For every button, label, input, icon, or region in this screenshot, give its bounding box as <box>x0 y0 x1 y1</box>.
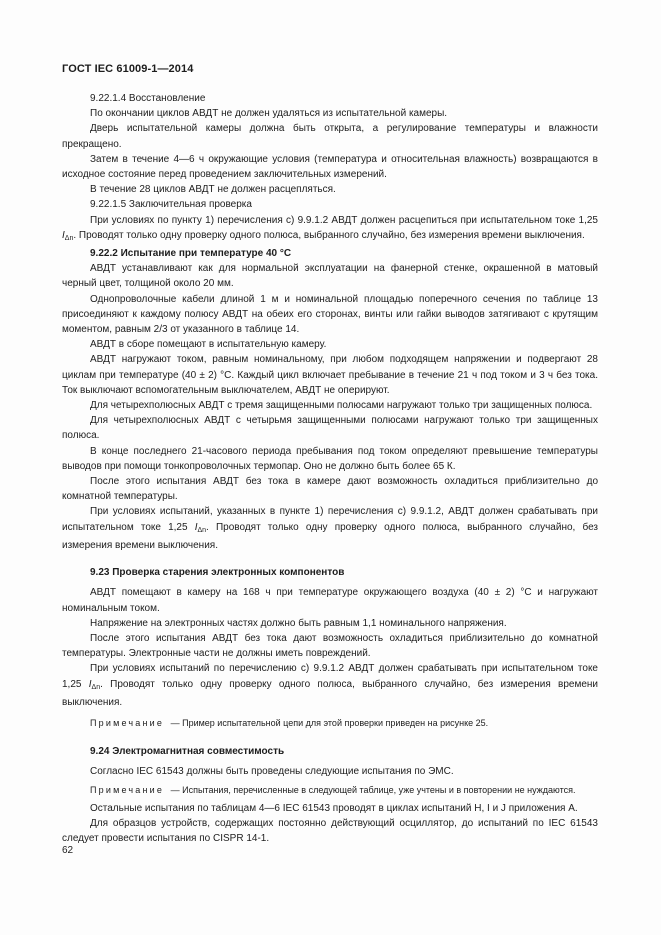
current-symbol: I <box>88 678 92 690</box>
paragraph: Для образцов устройств, содержащих постоянно действующий осциллятор, до испытаний по IEC 61543 следует провести испытания по CISPR 14-1. <box>62 817 598 845</box>
paragraph-final-check: При условиях по пункту 1) перечисления с) 9.9.1.2 АВДТ должен расцепиться при испытательном токе 1,25 $I_{\Delta n}$. Проводят только одну проверку одного полюса, выбранного случайно, без измерения времени выключения. <box>62 214 598 242</box>
note-label: Примечание <box>90 784 165 795</box>
paragraph: Для четырехполюсных АВДТ с тремя защищенными полюсами нагружают только три защищенных полюса. <box>90 400 593 412</box>
paragraph-9-22-1-4-heading: 9.22.1.4 Восстановление <box>90 93 206 104</box>
page-number: 62 <box>62 845 74 856</box>
paragraph-9-22-1-5-heading: 9.22.1.5 Заключительная проверка <box>90 199 252 211</box>
paragraph: Однопроволочные кабели длиной 1 м и номинальной площадью поперечного сечения по таблице 13 присоединяют к каждому полюсу АВДТ на обеих его сторонах, винты или гайки выводов затягивают с крутящим моментом, равным 2/3 от указанного в таблице 14. <box>62 293 598 336</box>
page-body <box>62 91 598 846</box>
paragraph: После этого испытания АВДТ без тока в камере дают возможность охладиться приблизительно до комнатной температуры. <box>62 476 598 503</box>
section-heading-9-23: 9.23 Проверка старения электронных компонентов <box>90 567 345 579</box>
note-test-circuit: Примечание — Пример испытательной цепи для этой проверки приведен на рисунке 25. <box>90 717 489 728</box>
paragraph: По окончании циклов АВДТ не должен удаляться из испытательной камеры. <box>90 108 448 120</box>
paragraph: Для четырехполюсных АВДТ с четырьмя защищенными полюсами нагружают только три защищенных полюса. <box>62 415 598 442</box>
paragraph: Остальные испытания по таблицам 4—6 IEC 61543 проводят в циклах испытаний H, I и J приложения А. <box>90 802 578 814</box>
current-subscript: Δn <box>64 234 74 242</box>
paragraph-test-conditions: При условиях испытаний, указанных в пункте 1) перечисления с) 9.9.1.2, АВДТ должен срабатывать при испытательном токе 1,25 $I_{\Delta n}$. Проводят только одну проверку одного полюса, выбранного случайно, без измерения времени выключения. <box>62 506 598 551</box>
paragraph: Затем в течение 4—6 ч окружающие условия (температура и относительная влажность) возвращаются в исходное состояние перед проведением заключительных измерений. <box>62 153 598 181</box>
paragraph: Дверь испытательной камеры должна быть открыта, а регулирование температуры и влажности прекращено. <box>62 123 598 150</box>
paragraph: АВДТ нагружают током, равным номинальному, при любом подходящем напряжении и подвергают 28 циклам при температуре (40 ± 2) °С. Каждый цикл включает пребывание в течение 21 ч под током и 3 ч без тока. Ток выключают вспомогательным выключателем, АВДТ не оперируют. <box>62 354 598 396</box>
paragraph: В конце последнего 21-часового периода пребывания под током определяют превышение температуры выводов при помощи тонкопроволочных термопар. Оно не должно быть более 65 К. <box>62 445 598 472</box>
current-subscript: Δn <box>91 683 101 691</box>
paragraph: Согласно IEC 61543 должны быть проведены следующие испытания по ЭМС. <box>90 766 454 778</box>
current-subscript: Δn <box>197 526 207 534</box>
section-heading-9-22-2: 9.22.2 Испытание при температуре 40 °С <box>90 248 292 260</box>
paragraph: В течение 28 циклов АВДТ не должен расцепляться. <box>90 184 336 196</box>
paragraph: АВДТ устанавливают как для нормальной эксплуатации на фанерной стенке, окрашенной в матовый черный цвет, толщиной около 20 мм. <box>62 263 598 290</box>
paragraph: Напряжение на электронных частях должно быть равным 1,1 номинального напряжения. <box>90 617 507 629</box>
note-emc-table: Примечание — Испытания, перечисленные в следующей таблице, уже учтены и в повторении не нуждаются. <box>90 784 576 795</box>
document-header: ГОСТ IEC 61009-1—2014 <box>62 63 194 75</box>
paragraph: АВДТ помещают в камеру на 168 ч при температуре окружающего воздуха (40 ± 2) °С и нагружают номинальным током. <box>62 587 598 614</box>
paragraph-aging-conditions: При условиях испытаний по перечислению с) 9.9.1.2 АВДТ должен срабатывать при испытательном токе 1,25 $I_{\Delta n}$. Проводят только одну проверку одного полюса, выбранного случайно, без измерения времени выключения. <box>62 663 598 708</box>
note-label: Примечание <box>90 717 165 728</box>
section-heading-9-24: 9.24 Электромагнитная совместимость <box>90 746 285 758</box>
paragraph: После этого испытания АВДТ без тока дают возможность охладиться приблизительно до комнатной температуры. Электронные части не должны иметь повреждений. <box>62 632 598 660</box>
paragraph: АВДТ в сборе помещают в испытательную камеру. <box>90 339 327 351</box>
current-symbol: I <box>62 229 65 241</box>
current-symbol: I <box>194 521 198 533</box>
